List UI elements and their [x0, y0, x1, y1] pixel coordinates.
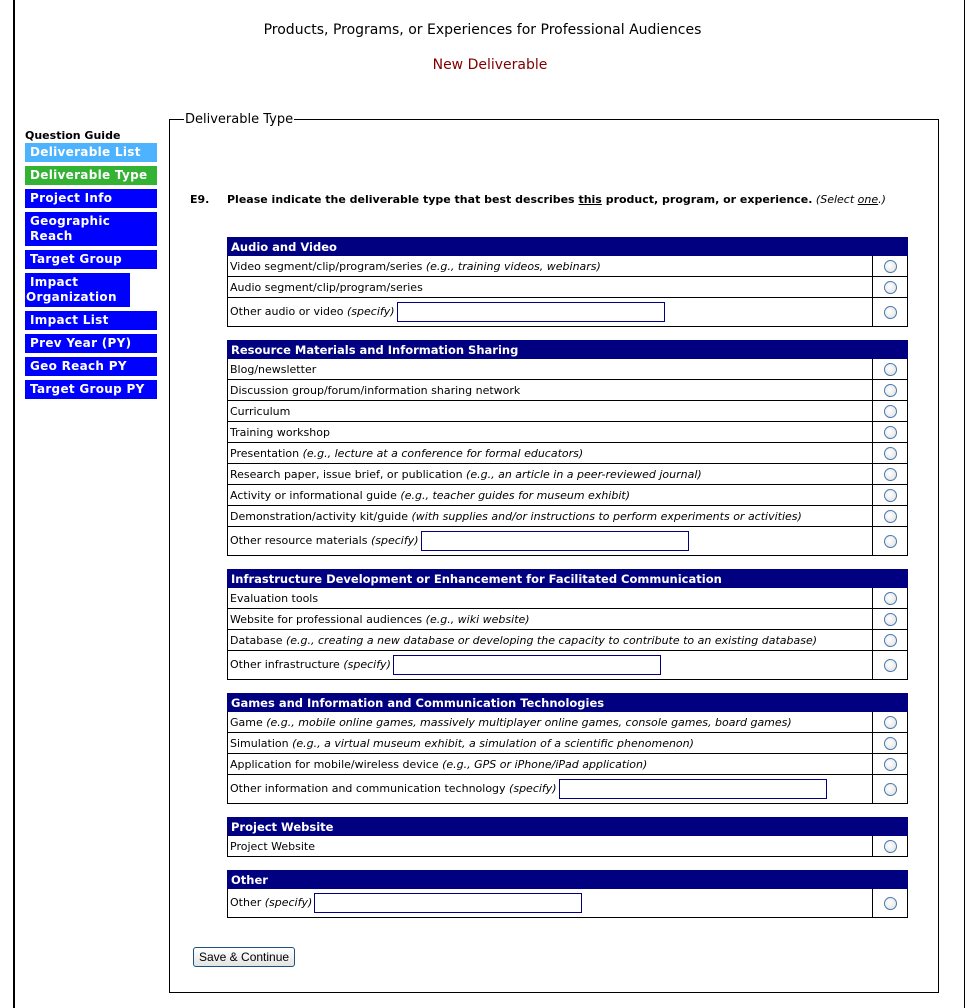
option-label: Website for professional audiences: [230, 612, 426, 626]
option-label: Discussion group/forum/information sharing network: [230, 383, 521, 397]
question-hint: [812, 193, 886, 206]
option-example: (e.g., training videos, webinars): [425, 259, 601, 273]
option-example: (e.g., an article in a peer-reviewed journal): [466, 467, 702, 481]
option-row: [228, 712, 908, 733]
option-example: (e.g., wiki website): [425, 612, 530, 626]
option-row: [228, 889, 908, 918]
option-example: (specify): [264, 896, 313, 909]
radio-other-resource-materials[interactable]: [884, 535, 897, 548]
guide-item-deliverable-type[interactable]: Deliverable Type: [25, 166, 157, 185]
other-infrastructure-input[interactable]: [393, 655, 661, 675]
option-row: [228, 256, 908, 277]
group-other: [227, 870, 908, 918]
option-row: [228, 464, 908, 485]
option-example: (e.g., lecture at a conference for formal educators): [302, 446, 584, 460]
radio-blog[interactable]: [884, 363, 897, 376]
option-label: Audio segment/clip/program/series: [230, 280, 423, 294]
option-label: Activity or informational guide: [230, 488, 401, 502]
option-example: (specify): [370, 534, 419, 547]
option-label: Simulation: [230, 736, 293, 750]
option-label: Other: [230, 896, 265, 909]
option-label: Training workshop: [230, 425, 330, 439]
option-row: [228, 506, 908, 527]
radio-simulation[interactable]: [884, 737, 897, 750]
question-text-part: product, program, or experience.: [601, 193, 813, 206]
option-row: [228, 359, 908, 380]
group-audio-video: [227, 237, 908, 327]
group-project-website: [227, 817, 908, 857]
option-example: (with supplies and/or instructions to perform experiments or activities): [411, 509, 802, 523]
option-row: [228, 630, 908, 651]
fieldset-legend: Deliverable Type: [185, 112, 294, 127]
radio-database[interactable]: [884, 634, 897, 647]
hint-part: (Select: [812, 193, 858, 206]
guide-item-impact-organization[interactable]: Impact Organization: [25, 273, 130, 307]
option-label: Video segment/clip/program/series: [230, 259, 426, 273]
other-audio-video-input[interactable]: [397, 302, 665, 322]
radio-training-workshop[interactable]: [884, 426, 897, 439]
question-text-part: Please indicate the deliverable type that best describes: [227, 193, 579, 206]
option-label: Demonstration/activity kit/guide: [230, 509, 412, 523]
group-resource-materials: [227, 340, 908, 556]
option-label: Curriculum: [230, 404, 291, 418]
group-infrastructure: [227, 569, 908, 680]
radio-mobile-application[interactable]: [884, 758, 897, 771]
option-example: (e.g., mobile online games, massively multiplayer online games, console games, board games): [266, 715, 792, 729]
option-row: [228, 298, 908, 327]
question-guide: [25, 129, 157, 403]
radio-evaluation-tools[interactable]: [884, 592, 897, 605]
question-text: [227, 193, 892, 206]
group-header: Games and Information and Communication Technologies: [228, 694, 908, 712]
option-example: (specify): [343, 658, 391, 671]
group-header: Other: [228, 871, 908, 889]
hint-emphasis: one: [857, 193, 879, 206]
option-row: [228, 380, 908, 401]
group-header: Project Website: [228, 818, 908, 836]
guide-item-target-group[interactable]: Target Group: [25, 250, 157, 269]
save-continue-button[interactable]: Save & Continue: [193, 947, 295, 967]
option-label: Research paper, issue brief, or publication: [230, 467, 467, 481]
option-example: (specify): [509, 782, 557, 795]
guide-item-impact-list[interactable]: Impact List: [25, 311, 157, 330]
option-row: [228, 588, 908, 609]
radio-video[interactable]: [884, 260, 897, 273]
option-label: Other resource materials: [230, 534, 371, 547]
option-label: Presentation: [230, 446, 303, 460]
option-row: [228, 443, 908, 464]
other-input[interactable]: [314, 893, 582, 913]
other-resource-materials-input[interactable]: [421, 531, 689, 551]
question-emphasis: this: [578, 193, 602, 206]
option-row: [228, 485, 908, 506]
hint-part: .): [878, 193, 886, 206]
group-games-ict: [227, 693, 908, 804]
radio-game[interactable]: [884, 716, 897, 729]
radio-other-audio-video[interactable]: [884, 306, 897, 319]
radio-activity-guide[interactable]: [884, 489, 897, 502]
option-example: (e.g., teacher guides for museum exhibit): [400, 488, 631, 502]
option-row: [228, 754, 908, 775]
question-guide-label: Question Guide: [25, 129, 121, 142]
option-row: [228, 609, 908, 630]
option-row: [228, 733, 908, 754]
option-row: [228, 775, 908, 804]
radio-other-infrastructure[interactable]: [884, 659, 897, 672]
guide-item-prev-year[interactable]: Prev Year (PY): [25, 334, 157, 353]
option-label: Other audio or video: [230, 305, 347, 318]
option-row: [228, 277, 908, 298]
guide-item-geo-reach-py[interactable]: Geo Reach PY: [25, 357, 157, 376]
option-label: Database: [230, 633, 286, 647]
option-example: (e.g., GPS or iPhone/iPad application): [442, 757, 648, 771]
option-label: Project Website: [230, 839, 315, 853]
option-row: [228, 836, 908, 857]
option-example: (e.g., creating a new database or developing the capacity to contribute to an existing database): [285, 633, 818, 647]
guide-item-geographic-reach[interactable]: Geographic Reach: [25, 212, 157, 246]
option-label: Application for mobile/wireless device: [230, 757, 443, 771]
radio-project-website[interactable]: [884, 840, 897, 853]
deliverable-type-fieldset: [169, 112, 939, 993]
radio-curriculum[interactable]: [884, 405, 897, 418]
option-example: (specify): [347, 305, 395, 318]
radio-presentation[interactable]: [884, 447, 897, 460]
option-label: Game: [230, 715, 267, 729]
group-header: Resource Materials and Information Sharing: [228, 341, 908, 359]
radio-other-ict[interactable]: [884, 783, 897, 796]
guide-item-project-info[interactable]: Project Info: [25, 189, 157, 208]
group-header: Infrastructure Development or Enhancement for Facilitated Communication: [228, 570, 908, 588]
option-row: [228, 401, 908, 422]
radio-discussion-group[interactable]: [884, 384, 897, 397]
page-title: Products, Programs, or Experiences for Professional Audiences: [263, 22, 702, 38]
option-row: [228, 422, 908, 443]
option-row: [228, 651, 908, 680]
group-header: Audio and Video: [228, 238, 908, 256]
radio-audio[interactable]: [884, 281, 897, 294]
radio-website-professional[interactable]: [884, 613, 897, 626]
radio-research-paper[interactable]: [884, 468, 897, 481]
radio-other[interactable]: [884, 897, 897, 910]
radio-demonstration-kit[interactable]: [884, 510, 897, 523]
other-ict-input[interactable]: [559, 779, 827, 799]
option-label: Evaluation tools: [230, 591, 319, 605]
question-number: E9.: [190, 193, 210, 206]
option-label: Blog/newsletter: [230, 362, 317, 376]
option-label: Other infrastructure: [230, 658, 344, 671]
option-row: [228, 527, 908, 556]
option-label: Other information and communication technology: [230, 782, 510, 795]
option-example: (e.g., a virtual museum exhibit, a simulation of a scientific phenomenon): [292, 736, 694, 750]
guide-item-target-group-py[interactable]: Target Group PY: [25, 380, 157, 399]
guide-item-deliverable-list[interactable]: Deliverable List: [25, 143, 157, 162]
page-subtitle: New Deliverable: [432, 57, 548, 73]
